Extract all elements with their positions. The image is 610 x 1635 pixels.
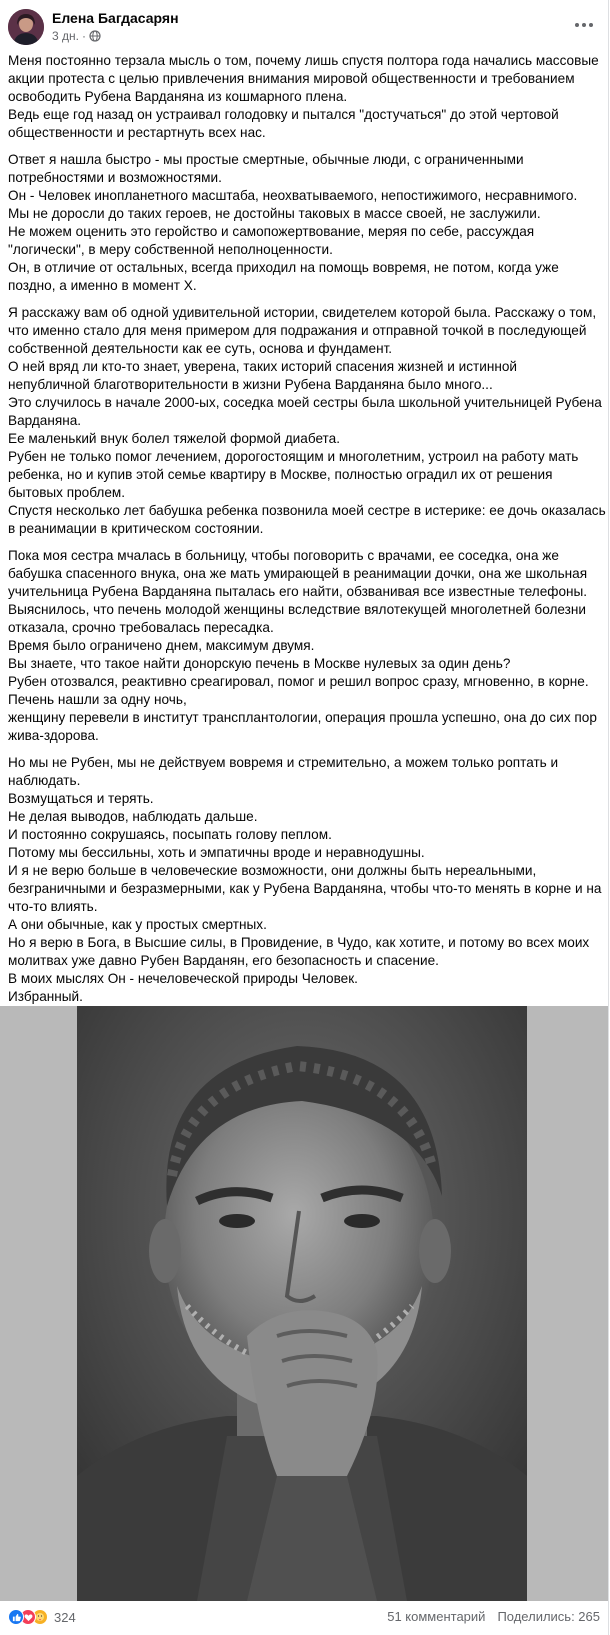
like-icon — [8, 1609, 24, 1625]
post-text-line: женщину перевели в институт трансплантологии, операция прошла успешно, она до сих пор — [8, 710, 597, 725]
post-stats — [375, 1609, 600, 1624]
post-text-line: освободить Рубена Варданяна из кошмарного плена. — [8, 89, 348, 104]
dot-icon — [575, 23, 579, 27]
post-text-line: Я расскажу вам об одной удивительной истории, свидетелем которой была. Расскажу о том, — [8, 305, 597, 320]
post-paragraph — [8, 547, 602, 745]
post-text-line: О ней вряд ли кто-то знает, уверена, таких историй спасения жизней и истинной — [8, 359, 518, 374]
dot-icon — [589, 23, 593, 27]
post-text-line: жива-здорова. — [8, 728, 99, 743]
post-text-line: Ответ я нашла быстро - мы простые смертные, обычные люди, с ограниченными — [8, 152, 524, 167]
author-avatar[interactable] — [8, 9, 44, 45]
post-text-line: что-то влиять. — [8, 899, 98, 914]
post-photo-container[interactable] — [0, 1006, 608, 1601]
post-text-line: Варданяна. — [8, 413, 82, 428]
post-text-line: бабушка спасенного внука, она же мать умирающей в реанимации дочки, она же школьная — [8, 566, 588, 581]
post-text-line: Это случилось в начале 2000-ых, соседка моей сестры была школьной учительницей Рубена — [8, 395, 602, 410]
post-text-line: Выяснилось, что печень молодой женщины вследствие вялотекущей многолетней болезни — [8, 602, 586, 617]
post-text-line: Пока моя сестра мчалась в больницу, чтобы поговорить с врачами, ее соседка, она же — [8, 548, 559, 563]
author-name[interactable]: Елена Багдасарян — [52, 10, 179, 26]
post-text-line: в реанимации в критическом состоянии. — [8, 521, 264, 536]
post-text-line: Спустя несколько лет бабушка ребенка позвонила моей сестре в истерике: ее дочь оказалась — [8, 503, 606, 518]
post-text-line: общественности и рестартнуть всех нас. — [8, 125, 266, 140]
post-text — [8, 52, 606, 1015]
post-text-line: акции протеста с целью привлечения внимания мировой общественности и требованием — [8, 71, 575, 86]
post-text-line: Но мы не Рубен, мы не действуем вовремя и стремительно, а можем только роптать и — [8, 755, 559, 770]
post-text-line: Он - Человек инопланетного масштаба, неохватываемого, непостижимого, несравнимого. — [8, 188, 578, 203]
post-text-line: отказала, срочно требовалась пересадка. — [8, 620, 274, 635]
post-text-line: потребностями и возможностями. — [8, 170, 222, 185]
post-text-line: Время было ограничено днем, максимум двумя. — [8, 638, 315, 653]
post-text-line: Печень нашли за одну ночь, — [8, 692, 187, 707]
post-paragraph — [8, 754, 602, 1006]
post-text-line: Рубен отозвался, реактивно среагировал, помог и решил вопрос сразу, мгновенно, в корне. — [8, 674, 589, 689]
post-text-line: Избранный. — [8, 989, 83, 1004]
post-text-line: что именно стало для меня примером для подражания и отправной точкой в последующей — [8, 323, 587, 338]
post-paragraph — [8, 304, 606, 538]
post-text-line: молитвах уже давно Рубен Варданян, его безопасность и спасение. — [8, 953, 439, 968]
post-text-line: Не можем оценить это геройство и самопожертвование, меряя по себе, рассуждая — [8, 224, 535, 239]
post-text-line: Но я верю в Бога, в Высшие силы, в Провидение, в Чудо, как хотите, и потому во всех моих — [8, 935, 590, 950]
reactions-summary[interactable] — [8, 1609, 76, 1625]
comments-count[interactable]: 51 комментарий — [387, 1609, 486, 1624]
reaction-count[interactable]: 324 — [54, 1609, 76, 1625]
post-text-line: "логически", в меру собственной неполноценности. — [8, 242, 333, 257]
post-text-line: учительница Рубена Варданяна пыталась его найти, обзванивая все известные телефоны. — [8, 584, 588, 599]
post-text-line: бытовых проблем. — [8, 485, 126, 500]
post-text-line: Меня постоянно терзала мысль о том, почему лишь спустя полтора года начались массовые — [8, 53, 599, 68]
post-paragraph — [8, 52, 602, 142]
shares-count[interactable]: Поделились: 265 — [497, 1609, 600, 1624]
post-photo[interactable] — [77, 1006, 527, 1601]
post-text-line: Мы не доросли до таких героев, не достойны таковых в массе своей, не заслужили. — [8, 206, 541, 221]
post-text-line: поздно, а именно в момент Х. — [8, 278, 197, 293]
post-text-line: Не делая выводов, наблюдать дальше. — [8, 809, 258, 824]
post-text-line: Возмущаться и терять. — [8, 791, 154, 806]
post-footer — [8, 1609, 600, 1629]
post-text-line: Ее маленький внук болел тяжелой формой диабета. — [8, 431, 340, 446]
post-text-line: Рубен не только помог лечением, дорогостоящим и многолетним, устроил на работу мать — [8, 449, 579, 464]
globe-icon[interactable] — [89, 30, 101, 42]
post-text-line: безграничными и безразмерными, как у Рубена Варданяна, чтобы что-то менять в корне и на — [8, 881, 602, 896]
post-text-line: Вы знаете, что такое найти донорскую печень в Москве нулевых за один день? — [8, 656, 511, 671]
meta-separator: · — [81, 29, 86, 43]
post-text-line: ребенка, но и купив этой семье квартиру в Москве, полностью оградил их от решения — [8, 467, 553, 482]
post-text-line: Ведь еще год назад он устраивал голодовку и пытался "достучаться" до этой чертовой — [8, 107, 559, 122]
more-options-button[interactable] — [572, 15, 596, 35]
post-text-line: собственной деятельности как ее суть, основа и фундамент. — [8, 341, 393, 356]
post-text-line: В моих мыслях Он - нечеловеческой природы Человек. — [8, 971, 358, 986]
post-text-line: непубличной благотворительности в жизни Рубена Варданяна было много... — [8, 377, 493, 392]
post-header — [8, 9, 600, 45]
post-text-line: А они обычные, как у простых смертных. — [8, 917, 267, 932]
post-text-line: Он, в отличие от остальных, всегда приходил на помощь вовремя, не потом, когда уже — [8, 260, 559, 275]
post-text-line: И я не верю больше в человеческие возможности, они должны быть нереальными, — [8, 863, 537, 878]
post-paragraph — [8, 151, 602, 295]
post-time[interactable]: 3 дн. — [52, 29, 79, 43]
post-text-line: Потому мы бессильны, хоть и эмпатичны вроде и неравнодушны. — [8, 845, 425, 860]
post-text-line: И постоянно сокрушаясь, посыпать голову пеплом. — [8, 827, 332, 842]
post-text-line: наблюдать. — [8, 773, 81, 788]
post-meta — [52, 29, 101, 43]
dot-icon — [582, 23, 586, 27]
